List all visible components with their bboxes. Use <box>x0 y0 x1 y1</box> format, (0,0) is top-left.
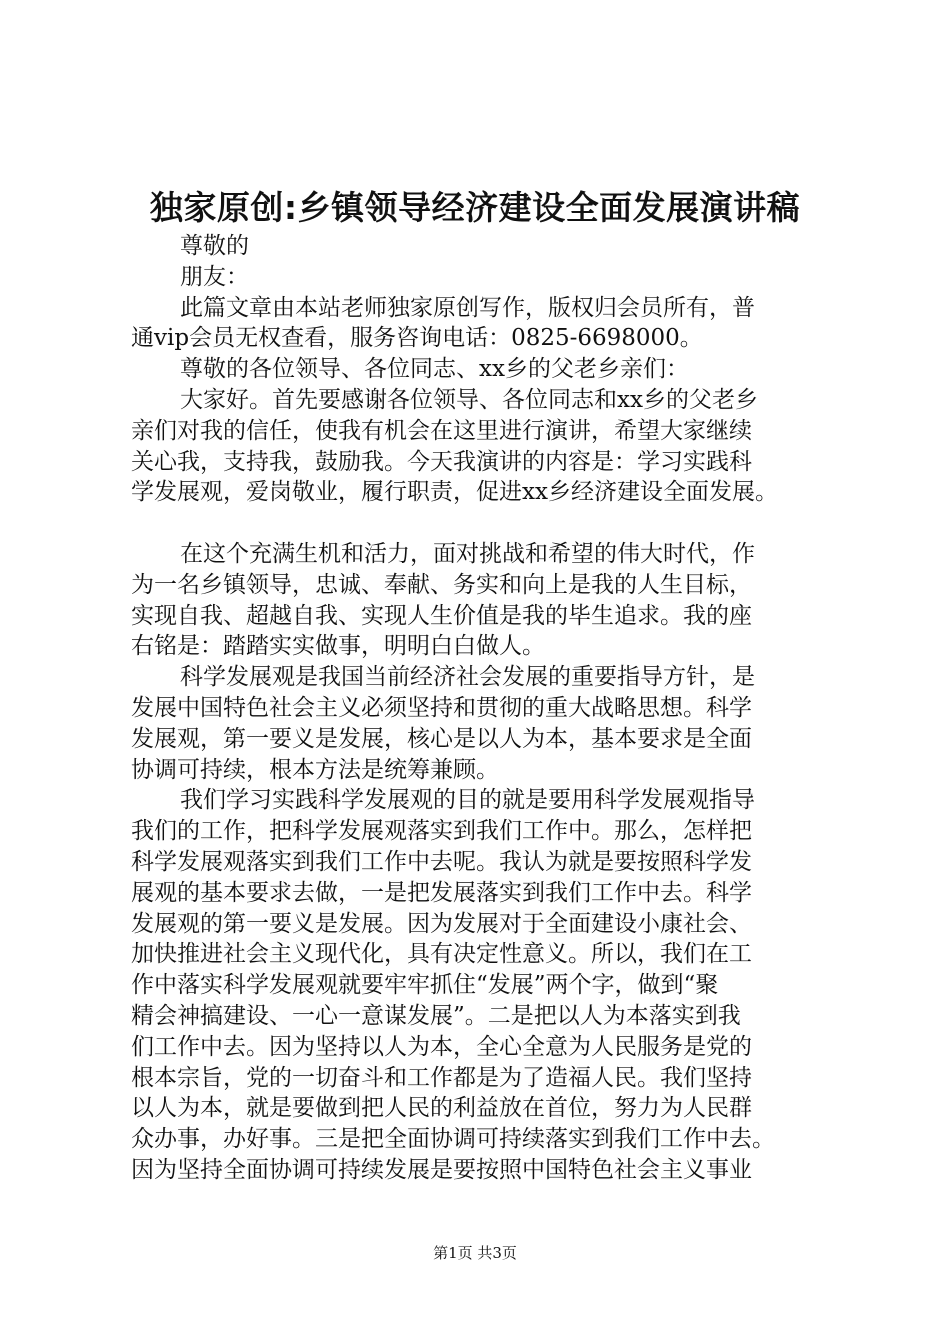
text-line: 精会神搞建设、一心一意谋发展”。二是把以人为本落实到我 <box>131 1002 741 1029</box>
text-line: 大家好。首先要感谢各位领导、各位同志和xx乡的父老乡 <box>180 386 758 413</box>
text-line: 亲们对我的信任，使我有机会在这里进行演讲，希望大家继续 <box>131 417 752 444</box>
text-line: 学发展观，爱岗敬业，履行职责，促进xx乡经济建设全面发展。 <box>131 479 778 506</box>
text-line: 展观的基本要求去做，一是把发展落实到我们工作中去。科学 <box>131 879 752 906</box>
text-line: 右铭是：踏踏实实做事，明明白白做人。 <box>131 633 545 660</box>
text-line: 我们学习实践科学发展观的目的就是要用科学发展观指导 <box>180 787 755 814</box>
text-line: 朋友： <box>180 263 249 290</box>
text-line: 在这个充满生机和活力，面对挑战和希望的伟大时代，作 <box>180 540 755 567</box>
text-line: 众办事，办好事。三是把全面协调可持续落实到我们工作中去。 <box>131 1126 775 1153</box>
text-line: 关心我，支持我，鼓励我。今天我演讲的内容是：学习实践科 <box>131 448 752 475</box>
document-body <box>131 231 851 1186</box>
text-line: 我们的工作，把科学发展观落实到我们工作中。那么，怎样把 <box>131 818 752 845</box>
text-line: 科学发展观落实到我们工作中去呢。我认为就是要按照科学发 <box>131 848 752 875</box>
text-line: 通vip会员无权查看，服务咨询电话：0825-6698000。 <box>131 325 703 352</box>
text-line: 科学发展观是我国当前经济社会发展的重要指导方针，是 <box>180 664 755 691</box>
text-line: 以人为本，就是要做到把人民的利益放在首位，努力为人民群 <box>131 1095 752 1122</box>
text-line: 协调可持续，根本方法是统筹兼顾。 <box>131 756 499 783</box>
blank-line <box>131 508 851 539</box>
text-line: 作中落实科学发展观就要牢牢抓住“发展”两个字，做到“聚 <box>131 972 719 999</box>
text-line: 为一名乡镇领导，忠诚、奉献、务实和向上是我的人生目标， <box>131 571 752 598</box>
document-title: 独家原创:乡镇领导经济建设全面发展演讲稿 <box>149 188 801 227</box>
text-line: 实现自我、超越自我、实现人生价值是我的毕生追求。我的座 <box>131 602 752 629</box>
text-line: 根本宗旨，党的一切奋斗和工作都是为了造福人民。我们坚持 <box>131 1064 752 1091</box>
text-line: 发展观的第一要义是发展。因为发展对于全面建设小康社会、 <box>131 910 752 937</box>
text-line: 尊敬的 <box>180 233 249 259</box>
page-footer: 第1页 共3页 <box>433 1244 517 1262</box>
text-line: 尊敬的各位领导、各位同志、xx乡的父老乡亲们： <box>180 356 689 383</box>
text-line: 们工作中去。因为坚持以人为本，全心全意为人民服务是党的 <box>131 1033 752 1060</box>
text-line: 此篇文章由本站老师独家原创写作，版权归会员所有，普 <box>180 294 755 321</box>
text-line: 发展中国特色社会主义必须坚持和贯彻的重大战略思想。科学 <box>131 694 752 721</box>
text-line: 因为坚持全面协调可持续发展是要按照中国特色社会主义事业 <box>131 1156 752 1183</box>
text-line: 发展观，第一要义是发展，核心是以人为本，基本要求是全面 <box>131 725 752 752</box>
text-line: 加快推进社会主义现代化，具有决定性意义。所以，我们在工 <box>131 941 752 968</box>
